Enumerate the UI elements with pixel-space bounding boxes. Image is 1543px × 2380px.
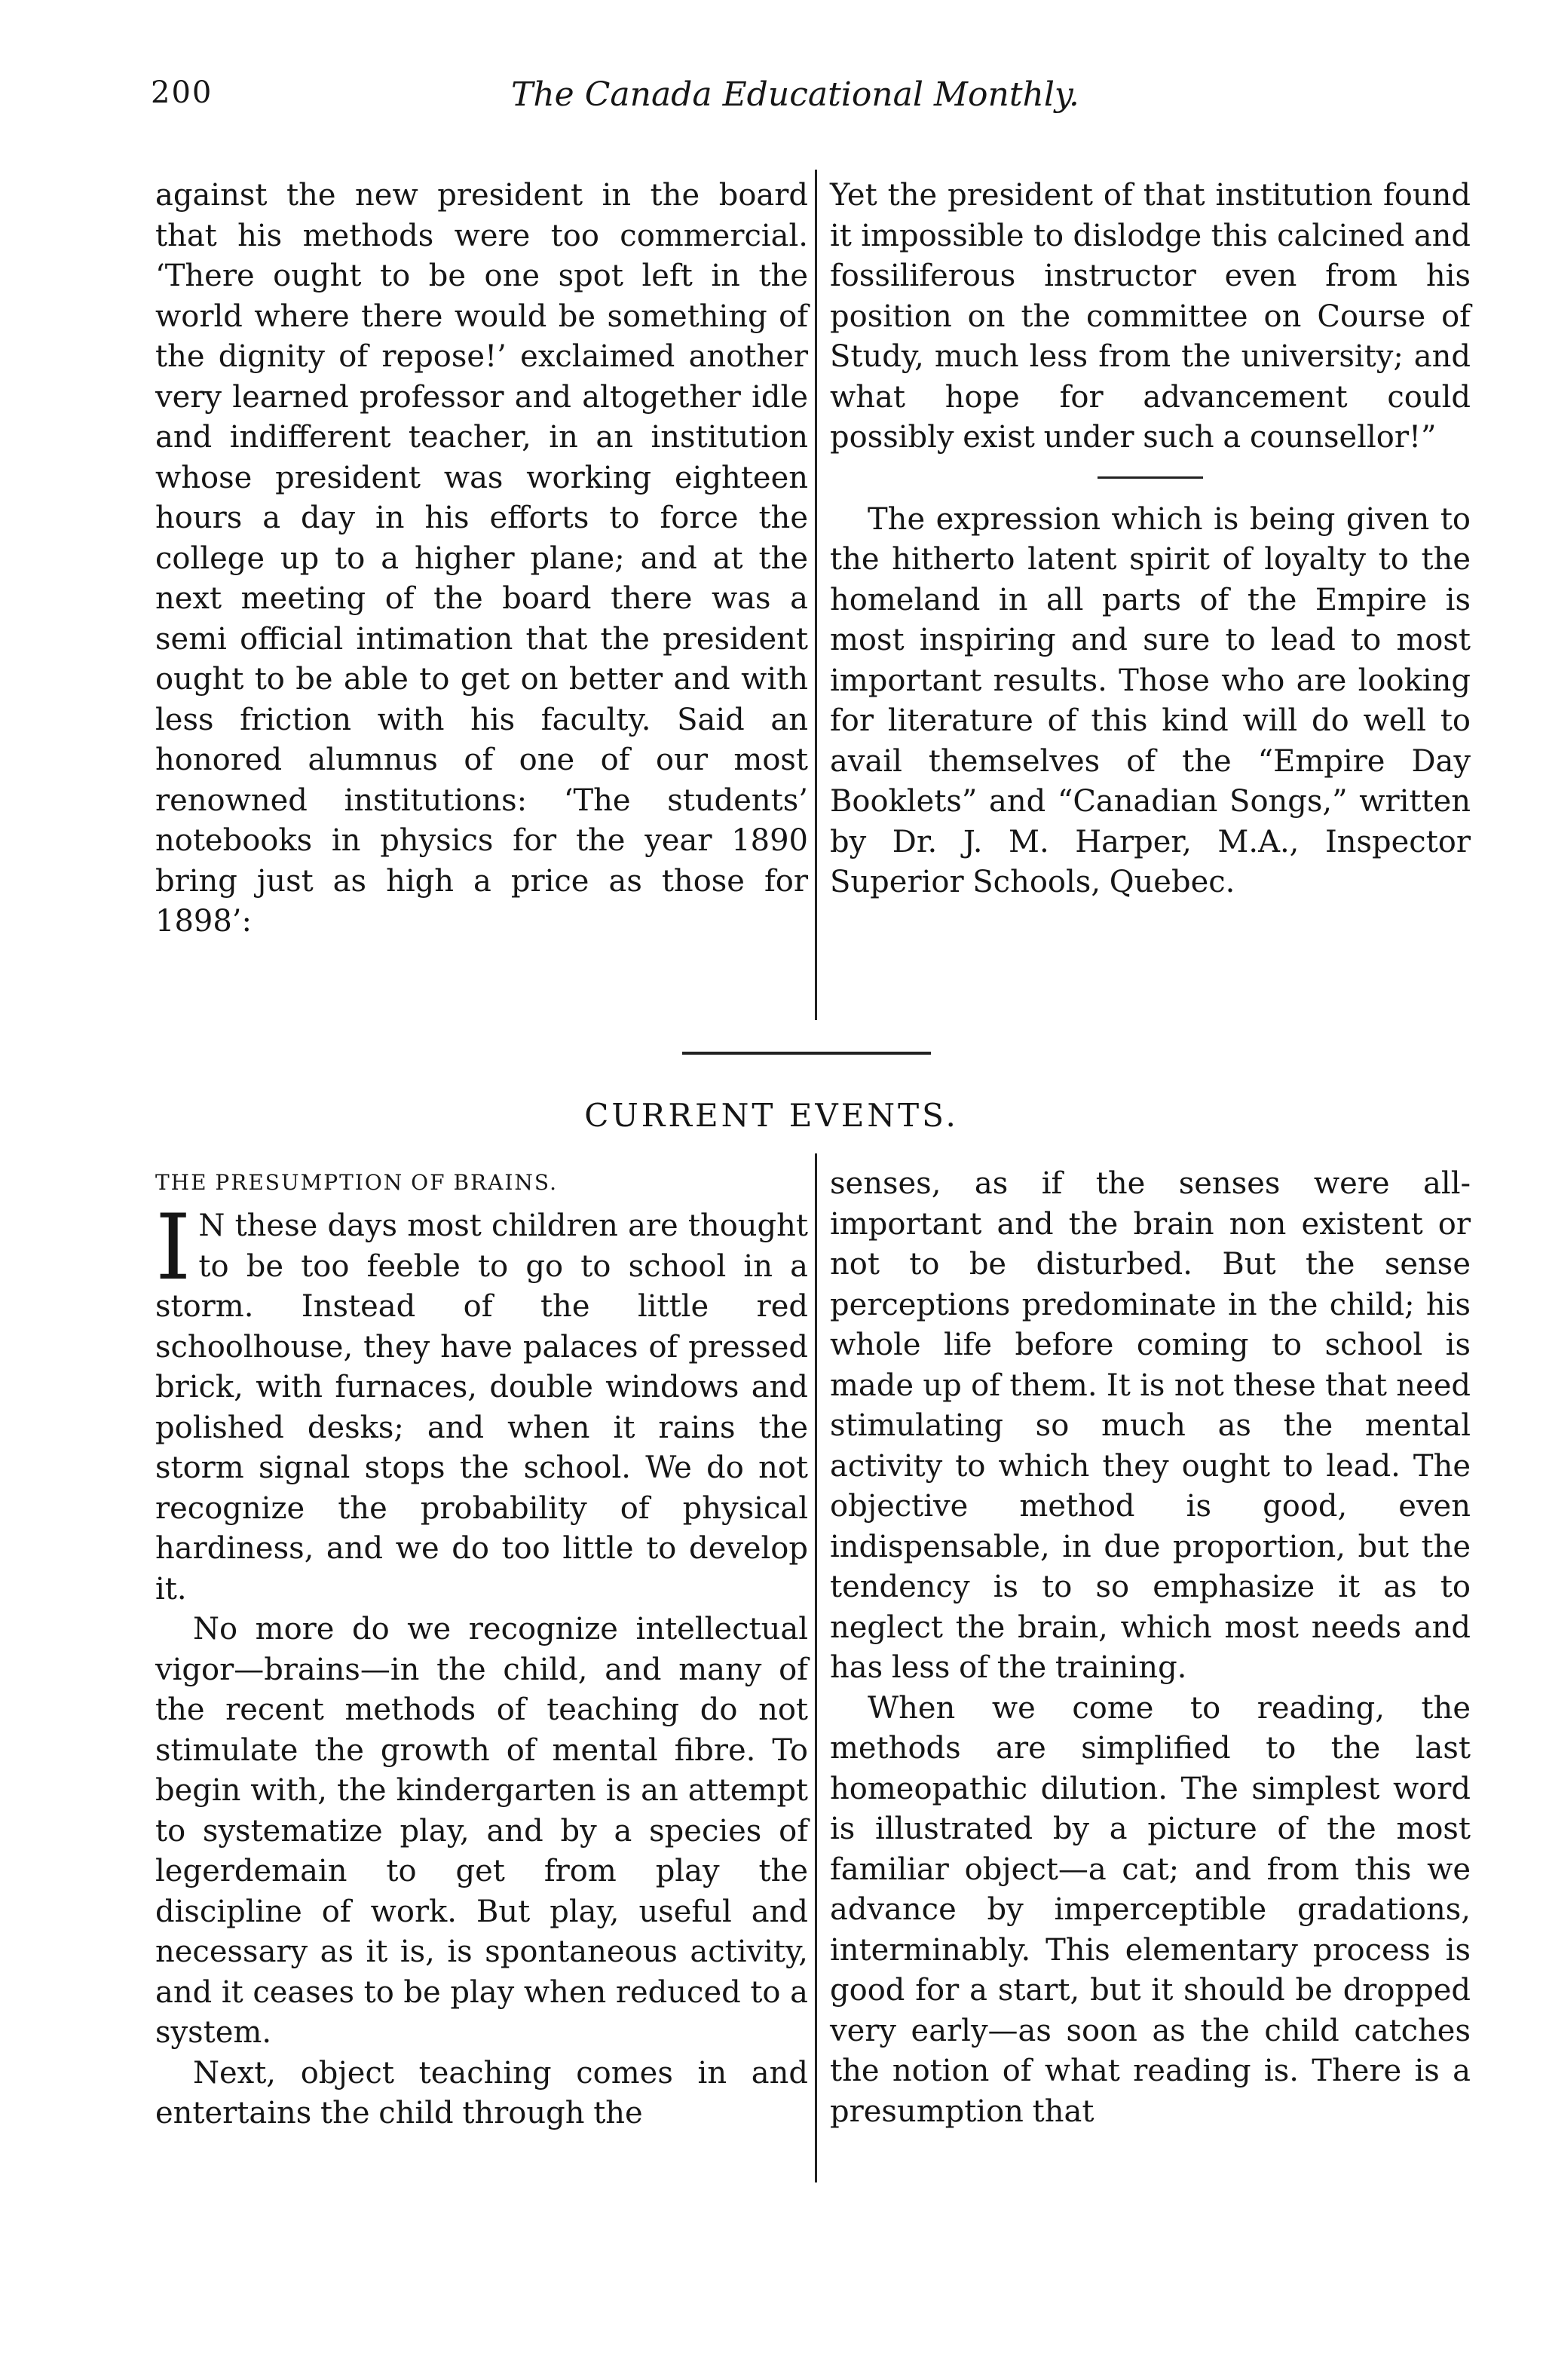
column-divider-top	[815, 170, 817, 1020]
article-left-column	[155, 1164, 808, 2134]
running-header	[151, 75, 1470, 128]
top-left-column	[155, 176, 808, 942]
section-title: CURRENT EVENTS.	[584, 1097, 959, 1134]
article-paragraph-4: senses, as if the senses were all-important and the brain non existent or not to be disturbed. But the sense perceptions predominate in the child; his whole life before coming to school is made up of them. It is not these that need stimulating so much as the mental activity to which they ought to lead. The objective method is good, even indispensable, in due proportion, but the tendency is to so emphasize it as to neglect the brain, which most needs and has less of the training.	[830, 1166, 1471, 1685]
drop-cap: I	[155, 1196, 191, 1300]
top-right-paragraph-1: Yet the president of that institution found it impossible to dislodge this calcined and fossiliferous instructor even from his position on the committee on Course of Study, much less from the university; and what hope for advancement could possibly exist under such a counsellor!”	[830, 178, 1471, 455]
top-left-paragraph: against the new president in the board that his methods were too commercial. ‘There ought to be one spot left in the world where there would be something of the dignity of repose!’ exclaimed another very learned professor and altogether idle and indifferent teacher, in an institution whose president was working eighteen hours a day in his efforts to force the college up to a higher plane; and at the next meeting of the board there was a semi official intimation that the president ought to be able to get on better and with less friction with his faculty. Said an honored alumnus of one of our most renowned institutions: ‘The students’ notebooks in physics for the year 1890 bring just as high a price as those for 1898’:	[155, 178, 808, 939]
article-right-column	[830, 1164, 1471, 2132]
article-paragraph-2: No more do we recognize intellectual vigor—brains—in the child, and many of the recent methods of teaching do not stimulate the growth of mental fibre. To begin with, the kindergarten is an attempt to systematize play, and by a species of legerdemain to get from play the discipline of work. But play, useful and necessary as it is, is spontaneous activity, and it ceases to be play when reduced to a system.	[155, 1612, 808, 2050]
section-divider	[682, 1052, 931, 1055]
paragraph-separator	[1098, 476, 1203, 479]
top-right-column	[830, 176, 1471, 903]
article-paragraph-1	[155, 1196, 808, 1610]
article-paragraph-3: Next, object teaching comes in and entertains the child through the	[155, 2055, 808, 2130]
column-divider-bottom	[815, 1153, 817, 2182]
article-paragraph-1-text: N these days most children are thought to be too feeble to go to school in a storm. Instead of the little red schoolhouse, they have palaces of pressed brick, with furnaces, double windows and polished desks; and when it rains the storm signal stops the school. We do not recognize the probability of physical hardiness, and we do too little to develop it.	[155, 1208, 808, 1607]
top-right-paragraph-2: The expression which is being given to the hitherto latent spirit of loyalty to the homeland in all parts of the Empire is most inspiring and sure to lead to most important results. Those who are looking for literature of this kind will do well to avail themselves of the “Empire Day Booklets” and “Canadian Songs,” written by Dr. J. M. Harper, M.A., Inspector Superior Schools, Quebec.	[830, 501, 1471, 899]
page-number: 200	[151, 75, 213, 110]
article-title: THE PRESUMPTION OF BRAINS.	[155, 1170, 558, 1195]
journal-title: The Canada Educational Monthly.	[511, 75, 1079, 114]
article-paragraph-5: When we come to reading, the methods are simplified to the last homeopathic dilution. The simplest word is illustrated by a picture of the most familiar object—a cat; and from this we advance by imperceptible gradations, interminably. This elementary process is good for a start, but it should be dropped very early—as soon as the child catches the notion of what reading is. There is a presumption that	[830, 1690, 1471, 2129]
